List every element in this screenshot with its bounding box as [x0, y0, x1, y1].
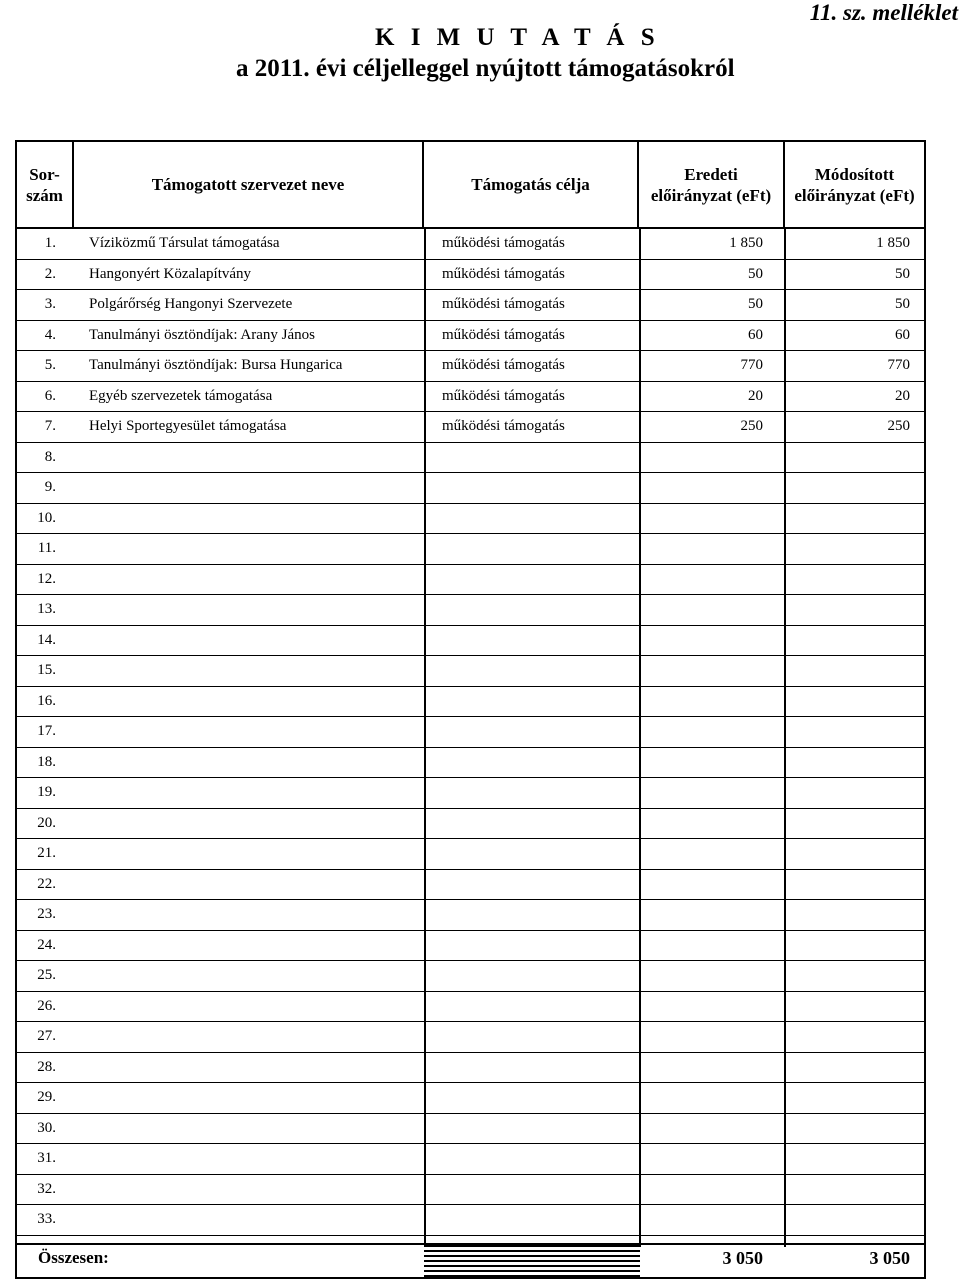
- page-subtitle: a 2011. évi céljelleggel nyújtott támogatásokról: [236, 55, 735, 82]
- row-number: 21.: [37, 845, 56, 861]
- table-row: [17, 931, 924, 962]
- row-modified-amount: 60: [895, 326, 910, 343]
- table-row: [17, 321, 924, 352]
- total-mod: 3 050: [869, 1248, 910, 1268]
- row-number: 20.: [37, 814, 56, 831]
- row-organization: Tanulmányi ösztöndíjak: Bursa Hungarica: [89, 357, 343, 373]
- row-number: 6.: [44, 387, 56, 404]
- row-number: 14.: [37, 631, 56, 648]
- header-org: Támogatott szervezet neve: [74, 142, 424, 227]
- hatched-cell: [424, 1245, 640, 1277]
- row-number: 1.: [44, 235, 56, 251]
- row-number: 5.: [44, 357, 56, 373]
- header-mod: Módosított előirányzat (eFt): [794, 164, 915, 205]
- table-row: [17, 656, 924, 687]
- row-number: 12.: [37, 570, 56, 587]
- row-modified-amount: 50: [895, 296, 910, 312]
- table-row: [17, 290, 924, 321]
- table-row: [17, 900, 924, 931]
- row-modified-amount: 1 850: [876, 235, 910, 251]
- table-row: [17, 412, 924, 443]
- total-label: Összesen:: [38, 1248, 109, 1267]
- row-modified-amount: 50: [895, 265, 910, 282]
- total-row: [17, 1243, 924, 1277]
- header-orig: Eredeti előirányzat (eFt): [639, 142, 785, 227]
- row-number: 3.: [44, 296, 56, 312]
- table-row: [17, 1175, 924, 1206]
- row-number: 22.: [37, 875, 56, 892]
- table-row: [17, 260, 924, 291]
- row-purpose: működési támogatás: [442, 357, 565, 373]
- row-number: 17.: [37, 723, 56, 739]
- row-number: 13.: [37, 601, 56, 617]
- row-purpose: működési támogatás: [442, 296, 565, 312]
- row-organization: Víziközmű Társulat támogatása: [89, 235, 280, 251]
- table-row: [17, 595, 924, 626]
- table-header: [17, 142, 924, 229]
- row-organization: Tanulmányi ösztöndíjak: Arany János: [89, 326, 315, 343]
- table-row: [17, 961, 924, 992]
- row-original-amount: 1 850: [729, 235, 763, 251]
- row-purpose: működési támogatás: [442, 387, 565, 404]
- row-purpose: működési támogatás: [442, 265, 565, 282]
- row-purpose: működési támogatás: [442, 418, 565, 434]
- table-row: [17, 717, 924, 748]
- row-original-amount: 770: [740, 357, 763, 373]
- row-number: 23.: [37, 906, 56, 922]
- table-row: [17, 839, 924, 870]
- table-row: [17, 1022, 924, 1053]
- table-row: [17, 1144, 924, 1175]
- annex-label: 11. sz. melléklet: [809, 0, 958, 25]
- row-organization: Helyi Sportegyesület támogatása: [89, 418, 287, 434]
- row-organization: Hangonyért Közalapítvány: [89, 265, 252, 282]
- table-row: [17, 443, 924, 474]
- table-row: [17, 1083, 924, 1114]
- table-row: [17, 687, 924, 718]
- row-modified-amount: 250: [887, 418, 910, 434]
- row-number: 2.: [44, 265, 56, 282]
- table-row: [17, 809, 924, 840]
- row-number: 11.: [37, 540, 56, 556]
- table-row: [17, 992, 924, 1023]
- row-number: 26.: [37, 997, 56, 1014]
- row-number: 28.: [37, 1058, 56, 1075]
- table-row: [17, 778, 924, 809]
- row-modified-amount: 770: [887, 357, 910, 373]
- header-purpose: Támogatás célja: [424, 142, 639, 227]
- table-row: [17, 1205, 924, 1236]
- row-number: 31.: [37, 1150, 56, 1166]
- table-row: [17, 748, 924, 779]
- row-number: 16.: [37, 692, 56, 709]
- table-row: [17, 351, 924, 382]
- row-organization: Polgárőrség Hangonyi Szervezete: [89, 296, 293, 312]
- row-number: 25.: [37, 967, 56, 983]
- row-number: 30.: [37, 1119, 56, 1136]
- row-purpose: működési támogatás: [442, 235, 565, 251]
- row-original-amount: 50: [748, 296, 763, 312]
- row-number: 18.: [37, 753, 56, 770]
- table-row: [17, 870, 924, 901]
- page-title: K I M U T A T Á S: [375, 24, 660, 51]
- row-original-amount: 50: [748, 265, 763, 282]
- table-row: [17, 1053, 924, 1084]
- row-number: 32.: [37, 1180, 56, 1197]
- row-number: 15.: [37, 662, 56, 678]
- row-original-amount: 60: [748, 326, 763, 343]
- row-modified-amount: 20: [895, 387, 910, 404]
- row-number: 10.: [37, 509, 56, 526]
- row-number: 8.: [44, 448, 56, 465]
- row-organization: Egyéb szervezetek támogatása: [89, 387, 273, 404]
- table-row: [17, 382, 924, 413]
- row-number: 24.: [37, 936, 56, 953]
- row-number: 7.: [44, 418, 56, 434]
- row-original-amount: 250: [740, 418, 763, 434]
- row-number: 9.: [44, 479, 56, 495]
- table-row: [17, 626, 924, 657]
- row-number: 33.: [37, 1211, 56, 1227]
- row-original-amount: 20: [748, 387, 763, 404]
- row-number: 19.: [37, 784, 56, 800]
- table-body: [17, 229, 924, 1236]
- header-num: Sor- szám: [17, 142, 74, 227]
- table-row: [17, 473, 924, 504]
- row-number: 27.: [37, 1028, 56, 1044]
- row-number: 4.: [44, 326, 56, 343]
- row-number: 29.: [37, 1089, 56, 1105]
- table-row: [17, 504, 924, 535]
- table-row: [17, 1114, 924, 1145]
- table-row: [17, 534, 924, 565]
- row-purpose: működési támogatás: [442, 326, 565, 343]
- total-orig: 3 050: [722, 1248, 763, 1268]
- support-table: [15, 140, 926, 1279]
- table-row: [17, 229, 924, 260]
- table-row: [17, 565, 924, 596]
